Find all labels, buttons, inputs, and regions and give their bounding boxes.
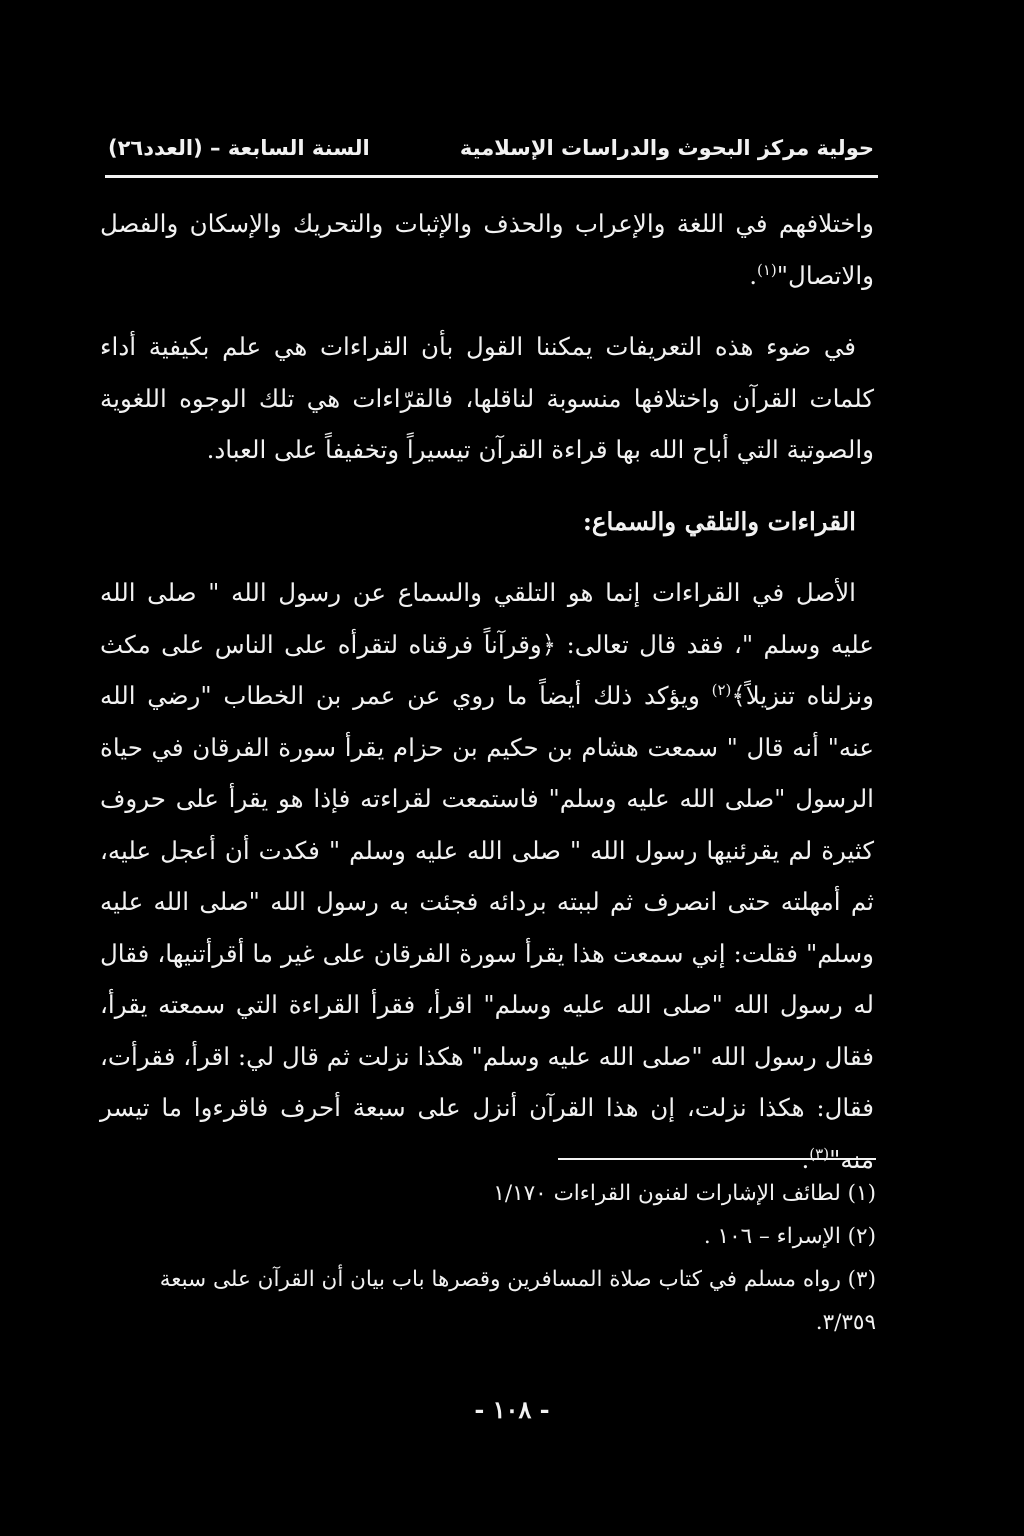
page-number: - ١٠٨ - <box>474 1395 550 1424</box>
journal-title: حولية مركز البحوث والدراسات الإسلامية <box>459 136 874 160</box>
footnote-1: (١) لطائف الإشارات لفنون القراءات ١/١٧٠ <box>493 1181 876 1206</box>
footnote-divider <box>558 1158 876 1160</box>
paragraph-conclusion: في ضوء هذه التعريفات يمكننا القول بأن القراءات هي علم بكيفية أداء كلمات القرآن واختلافها منسوبة لناقلها، فالقرّاءات هي تلك الوجوه اللغوية والصوتية التي أباح الله بها قراءة القرآن تيسيراً وتخفيفاً على العباد. <box>100 332 874 464</box>
footnote-ref-2: (٢) <box>711 680 732 699</box>
main-text <box>100 198 874 1185</box>
paragraph-hadith: الأصل في القراءات إنما هو التلقي والسماع عن رسول الله " صلى الله عليه وسلم "، فقد قال تعالى: ﴿وقرآناً فرقناه لتقرأه على الناس على مكث ونزلناه تنزيلاً﴾$^{(٢)}$ ويؤكد ذلك أيضاً ما روي عن عمر بن الخطاب "رضي الله عنه" أنه قال " سمعت هشام بن حكيم بن حزام يقرأ سورة الفرقان في حياة الرسول "صلى الله عليه وسلم" فاستمعت لقراءته فإذا هو يقرأ على حروف كثيرة لم يقرئنيها رسول الله " صلى الله عليه وسلم " فكدت أن أعجل عليه، ثم أمهلته حتى انصرف ثم لببته بردائه فجئت به رسول الله "صلى الله عليه وسلم" فقلت: إني سمعت هذا يقرأ سورة الفرقان على غير ما أقرأتنيها، فقال له رسول الله "صلى الله عليه وسلم" اقرأ، فقرأ القراءة التي سمعته يقرأ، فقال رسول الله "صلى الله عليه وسلم" هكذا نزلت ثم قال لي: اقرأ، فقرأت، فقال: هكذا نزلت، إن هذا القرآن أنزل على سبعة أحرف فاقرءوا ما تيسر منه"$^{(٣)}$. <box>100 578 874 1174</box>
issue-title: السنة السابعة – (العدد٢٦) <box>108 136 370 160</box>
header-divider <box>105 175 878 178</box>
footnote-3: (٣) رواه مسلم في كتاب صلاة المسافرين وقصرها باب بيان أن القرآن على سبعة ٣/٣٥٩. <box>159 1267 876 1335</box>
footnote-2: (٢) الإسراء – ١٠٦ . <box>703 1224 876 1249</box>
footnote-ref-1: (١) <box>757 260 777 279</box>
footnote-ref-3: (٣) <box>809 1144 830 1163</box>
footnotes <box>100 1172 876 1344</box>
running-header <box>108 128 874 168</box>
section-heading: القراءات والتلقي والسماع: <box>582 506 856 536</box>
paragraph-definition-end: واختلافهم في اللغة والإعراب والحذف والإثبات والتحريك والإسكان والفصل والاتصال"$^{(١)}$. <box>100 209 874 290</box>
